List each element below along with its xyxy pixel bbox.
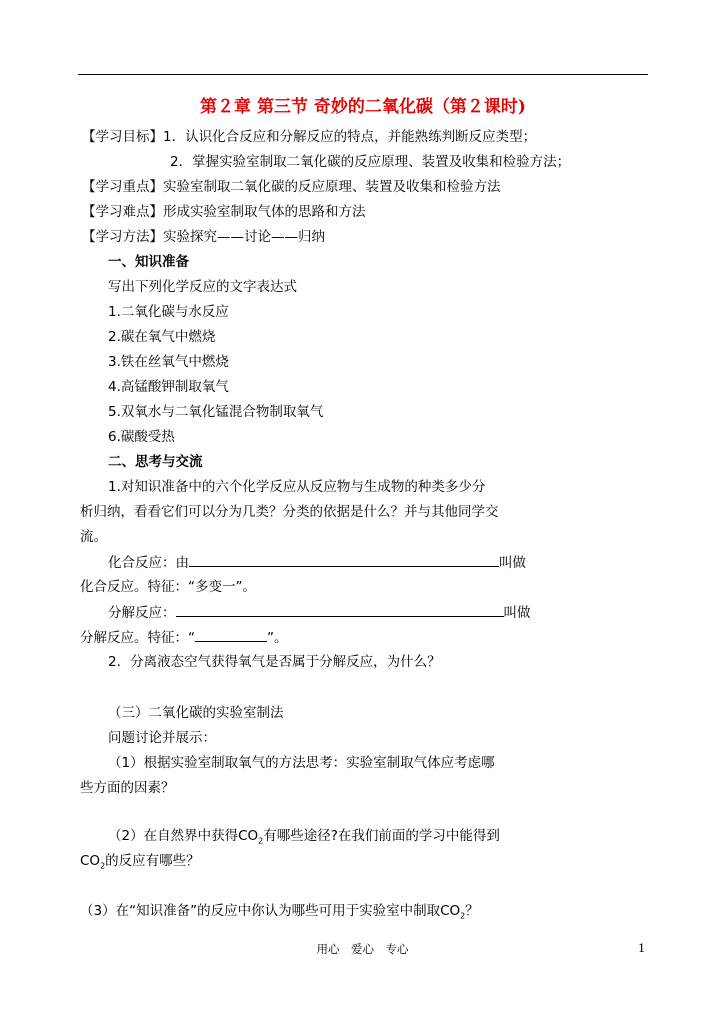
- decomposition-feature-text: 分解反应。特征：“: [80, 630, 195, 646]
- list-item: 3.铁在丝氧气中燃烧: [108, 354, 229, 370]
- page-number: 1: [638, 941, 646, 955]
- focus-text: 实验室制取二氧化碳的反应原理、装置及收集和检验方法: [163, 179, 501, 195]
- goals-label: 【学习目标】: [82, 129, 163, 145]
- decomposition-label: 分解反应：: [108, 605, 176, 621]
- section-1-intro: 写出下列化学反应的文字表达式: [108, 279, 297, 295]
- section-heading-1: 一、知识准备: [108, 254, 189, 270]
- difficulty-line: [82, 204, 366, 220]
- problem-1-line-2: 些方面的因素？: [80, 780, 175, 796]
- question-1-line-3: 流。: [80, 529, 107, 545]
- difficulty-text: 形成实验室制取气体的思路和方法: [163, 204, 366, 220]
- method-label: 【学习方法】: [82, 229, 163, 245]
- method-text: 实验探究——讨论——归纳: [163, 229, 325, 245]
- problem-2-line-2: [80, 853, 200, 875]
- list-item: 1.二氧化碳与水反应: [108, 304, 229, 320]
- section-heading-3: （三）二氧化碳的实验室制法: [108, 705, 284, 721]
- problem-1-line-1: （1）根据实验室制取氧气的方法思考：实验室制取气体应考虑哪: [108, 755, 495, 771]
- co2-formula: [440, 903, 465, 919]
- co-symbol: CO: [440, 903, 461, 919]
- combination-definition-line: [108, 554, 526, 571]
- decomposition-feature-blank[interactable]: [195, 629, 267, 642]
- combination-feature: 化合反应。特征：“多变一”。: [80, 579, 256, 595]
- footer-motto: 用心 爱心 专心: [316, 942, 409, 956]
- problem-3-end: ？: [465, 903, 479, 919]
- section-heading-2: 二、思考与交流: [108, 454, 203, 470]
- subscript-2: 2: [100, 861, 106, 871]
- question-1-line-2: 析归纳，看看它们可以分为几类？分类的依据是什么？并与其他同学交: [80, 504, 499, 520]
- focus-line: [82, 179, 501, 195]
- goal-2: 2．掌握实验室制取二氧化碳的反应原理、装置及收集和检验方法；: [170, 154, 571, 170]
- list-item: 4.高锰酸钾制取氧气: [108, 379, 229, 395]
- problem-2-line-1: [108, 828, 500, 850]
- problem-3: [80, 903, 479, 925]
- subscript-2: 2: [460, 911, 466, 921]
- decomposition-called: 叫做: [503, 605, 531, 621]
- combination-label: 化合反应：由: [108, 555, 189, 571]
- list-item: 5.双氧水与二氧化锰混合物制取氧气: [108, 404, 324, 420]
- discussion-label: 问题讨论并展示：: [108, 730, 216, 746]
- problem-2-text-a: （2）在自然界中获得: [108, 828, 239, 844]
- problem-2-text-c: 的反应有哪些？: [105, 853, 200, 869]
- problem-3-text: （3）在“知识准备”的反应中你认为哪些可用于实验室中制取: [80, 903, 441, 919]
- decomposition-feature: [80, 629, 288, 646]
- co-symbol: CO: [238, 828, 259, 844]
- difficulty-label: 【学习难点】: [82, 204, 163, 220]
- co2-formula: [80, 853, 105, 869]
- subscript-2: 2: [258, 836, 264, 846]
- decomposition-definition-line: [108, 604, 531, 621]
- question-1-line-1: 1.对知识准备中的六个化学反应从反应物与生成物的种类多少分: [108, 479, 486, 495]
- method-line: [82, 229, 325, 245]
- list-item: 2.碳在氧气中燃烧: [108, 329, 216, 345]
- focus-label: 【学习重点】: [82, 179, 163, 195]
- goal-1: 1．认识化合反应和分解反应的特点，并能熟练判断反应类型；: [163, 129, 537, 145]
- page-title: 第２章 第三节 奇妙的二氧化碳（第２课时): [200, 97, 526, 117]
- decomposition-blank[interactable]: [176, 604, 504, 617]
- combination-called: 叫做: [499, 555, 526, 571]
- decomposition-feature-end: ”。: [267, 630, 288, 646]
- combination-blank[interactable]: [189, 554, 499, 567]
- problem-2-text-b: 有哪些途径?在我们前面的学习中能得到: [263, 828, 500, 844]
- co-symbol: CO: [80, 853, 101, 869]
- header-rule: [78, 74, 648, 75]
- list-item: 6.碳酸受热: [108, 429, 175, 445]
- question-2: 2．分离液态空气获得氧气是否属于分解反应，为什么？: [108, 654, 441, 670]
- goals-line-1: [82, 129, 536, 145]
- co2-formula: [238, 828, 263, 844]
